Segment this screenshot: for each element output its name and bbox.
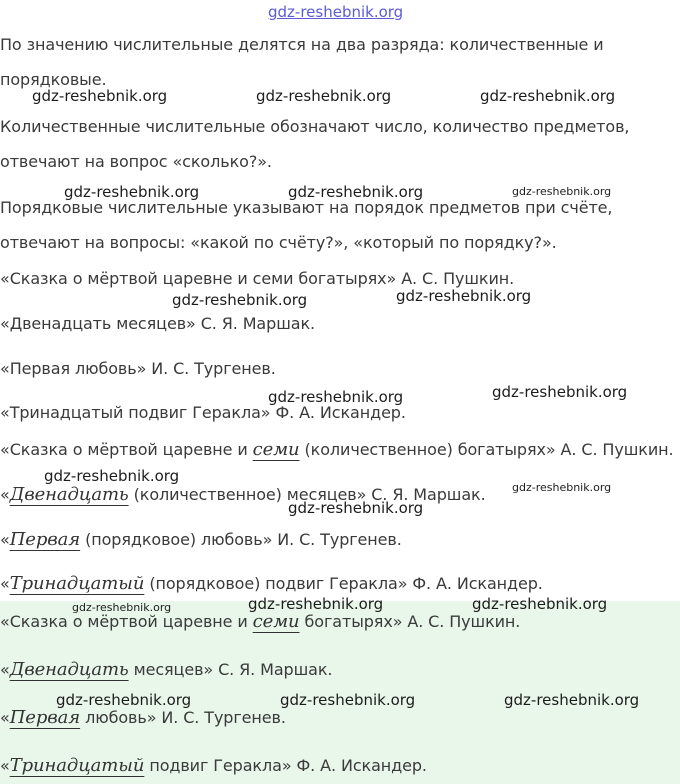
numeral-word: Первая [9, 529, 81, 550]
watermark: gdz-reshebnik.org [64, 183, 200, 201]
numeral-word: Тринадцатый [9, 755, 145, 776]
watermark: gdz-reshebnik.org [396, 287, 532, 305]
watermark: gdz-reshebnik.org [512, 481, 612, 494]
watermark: gdz-reshebnik.org [248, 595, 384, 613]
watermark: gdz-reshebnik.org [256, 87, 392, 105]
answer-line: «Тринадцатый подвиг Геракла» Ф. А. Искандер. [0, 755, 427, 776]
numeral-word: Двенадцать [9, 659, 129, 680]
answer-line: «Сказка о мёртвой царевне и семи богатырях» А. С. Пушкин. [0, 611, 521, 632]
watermark: gdz-reshebnik.org [268, 388, 404, 406]
intro-p3-line1: Порядковые числительные указывают на порядок предметов при счёте, [0, 198, 613, 217]
watermark: gdz-reshebnik.org [512, 185, 612, 198]
watermark: gdz-reshebnik.org [280, 691, 416, 709]
watermark: gdz-reshebnik.org [472, 595, 608, 613]
answer-line: «Первая любовь» И. С. Тургенев. [0, 707, 286, 728]
numeral-word: Двенадцать [9, 484, 129, 505]
intro-p2-line1: Количественные числительные обозначают число, количество предметов, [0, 117, 630, 136]
classified-line: «Двенадцать (количественное) месяцев» С. Я. Маршак. [0, 484, 486, 505]
numeral-word: семи [252, 611, 300, 632]
classified-line: «Первая (порядковое) любовь» И. С. Тургенев. [0, 529, 402, 550]
title-line: «Первая любовь» И. С. Тургенев. [0, 359, 276, 378]
title-line: «Сказка о мёртвой царевне и семи богатырях» А. С. Пушкин. [0, 269, 515, 288]
numeral-word: Тринадцатый [9, 573, 145, 594]
classified-line: «Тринадцатый (порядковое) подвиг Геракла» Ф. А. Искандер. [0, 573, 543, 594]
numeral-word: Первая [9, 707, 81, 728]
intro-p3-line2: отвечают на вопросы: «какой по счёту?», «который по порядку?». [0, 233, 557, 252]
watermark: gdz-reshebnik.org [480, 87, 616, 105]
watermark: gdz-reshebnik.org [44, 467, 180, 485]
title-line: «Тринадцатый подвиг Геракла» Ф. А. Искандер. [0, 403, 406, 422]
watermark: gdz-reshebnik.org [504, 691, 640, 709]
watermark: gdz-reshebnik.org [172, 291, 308, 309]
watermark: gdz-reshebnik.org [288, 183, 424, 201]
numeral-word: семи [252, 439, 300, 460]
header-watermark[interactable]: gdz-reshebnik.org [268, 3, 404, 21]
watermark: gdz-reshebnik.org [492, 383, 628, 401]
intro-p1-line1: По значению числительные делятся на два разряда: количественные и [0, 35, 604, 54]
intro-p2-line2: отвечают на вопрос «сколько?». [0, 152, 272, 171]
watermark: gdz-reshebnik.org [56, 691, 192, 709]
classified-line: «Сказка о мёртвой царевне и семи (количественное) богатырях» А. С. Пушкин. [0, 439, 674, 460]
watermark: gdz-reshebnik.org [288, 499, 424, 517]
watermark: gdz-reshebnik.org [32, 87, 168, 105]
answer-line: «Двенадцать месяцев» С. Я. Маршак. [0, 659, 333, 680]
watermark: gdz-reshebnik.org [72, 601, 172, 614]
intro-p1-line2: порядковые. [0, 70, 107, 89]
title-line: «Двенадцать месяцев» С. Я. Маршак. [0, 314, 315, 333]
